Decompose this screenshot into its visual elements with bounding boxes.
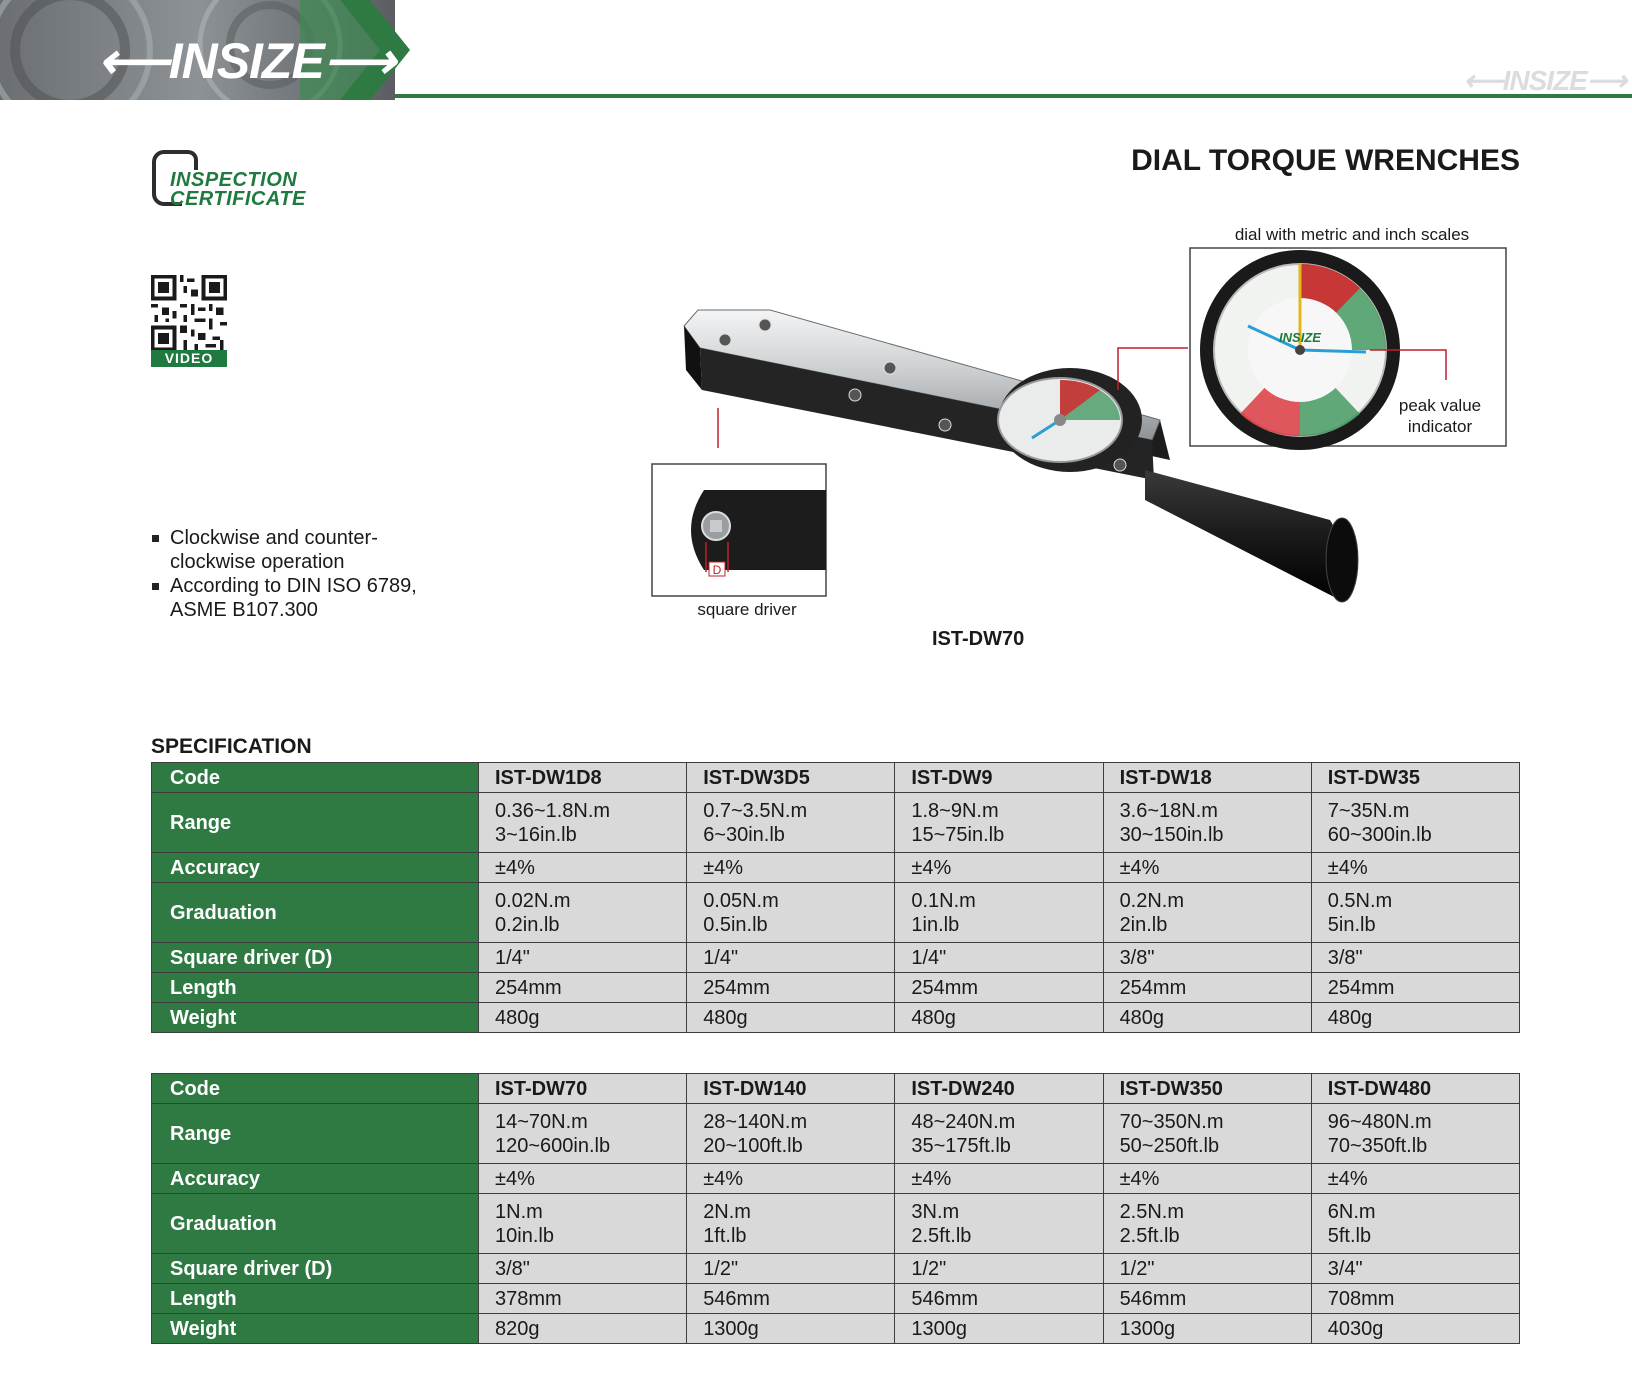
- table-cell: 28~140N.m 20~100ft.lb: [687, 1104, 895, 1164]
- row-label: Weight: [152, 1314, 479, 1344]
- qr-video-label: VIDEO: [151, 350, 227, 367]
- table-cell: 1300g: [1103, 1314, 1311, 1344]
- table-row: [152, 1104, 1520, 1164]
- table-cell: 254mm: [687, 973, 895, 1003]
- table-row: [152, 853, 1520, 883]
- table-row: [152, 1284, 1520, 1314]
- table-cell: 0.7~3.5N.m 6~30in.lb: [687, 793, 895, 853]
- table-cell: 1/4": [479, 943, 687, 973]
- table-cell: 2N.m 1ft.lb: [687, 1194, 895, 1254]
- table-cell: 0.1N.m 1in.lb: [895, 883, 1103, 943]
- table-cell: ±4%: [895, 853, 1103, 883]
- row-label: Range: [152, 793, 479, 853]
- brand-logo-watermark: ⟵INSIZE⟶: [1463, 65, 1626, 96]
- feature-item: According to DIN ISO 6789, ASME B107.300: [152, 574, 452, 622]
- table-cell: IST-DW350: [1103, 1074, 1311, 1104]
- table-cell: 7~35N.m 60~300in.lb: [1311, 793, 1519, 853]
- table-cell: ±4%: [1311, 853, 1519, 883]
- table-cell: 1/4": [687, 943, 895, 973]
- table-cell: 1/2": [1103, 1254, 1311, 1284]
- table-row: [152, 1164, 1520, 1194]
- table-cell: 820g: [479, 1314, 687, 1344]
- table-cell: 14~70N.m 120~600in.lb: [479, 1104, 687, 1164]
- table-row: [152, 793, 1520, 853]
- table-cell: 1300g: [895, 1314, 1103, 1344]
- square-driver-mark: D: [712, 563, 722, 577]
- row-label: Length: [152, 1284, 479, 1314]
- inspection-certificate-badge: [152, 150, 342, 210]
- table-cell: IST-DW35: [1311, 763, 1519, 793]
- table-cell: 480g: [1311, 1003, 1519, 1033]
- table-cell: 3/8": [479, 1254, 687, 1284]
- table-cell: 1.8~9N.m 15~75in.lb: [895, 793, 1103, 853]
- spec-table: [151, 1073, 1520, 1344]
- table-cell: 0.05N.m 0.5in.lb: [687, 883, 895, 943]
- row-label: Square driver (D): [152, 943, 479, 973]
- feature-item: Clockwise and counter-clockwise operation: [152, 526, 452, 574]
- table-row: [152, 763, 1520, 793]
- table-cell: 2.5N.m 2.5ft.lb: [1103, 1194, 1311, 1254]
- table-cell: ±4%: [895, 1164, 1103, 1194]
- table-row: [152, 1074, 1520, 1104]
- table-cell: 3/8": [1311, 943, 1519, 973]
- table-row: [152, 1254, 1520, 1284]
- table-cell: 1/4": [895, 943, 1103, 973]
- table-cell: 480g: [479, 1003, 687, 1033]
- table-cell: IST-DW9: [895, 763, 1103, 793]
- table-cell: ±4%: [1103, 853, 1311, 883]
- row-label: Square driver (D): [152, 1254, 479, 1284]
- row-label: Graduation: [152, 883, 479, 943]
- row-label: Accuracy: [152, 1164, 479, 1194]
- table-row: [152, 883, 1520, 943]
- peak-value-callout: peak value indicator: [1398, 396, 1482, 436]
- table-cell: 708mm: [1311, 1284, 1519, 1314]
- row-label: Code: [152, 1074, 479, 1104]
- table-cell: 1N.m 10in.lb: [479, 1194, 687, 1254]
- page-title: DIAL TORQUE WRENCHES: [1131, 144, 1520, 177]
- row-label: Weight: [152, 1003, 479, 1033]
- spec-heading: SPECIFICATION: [151, 735, 312, 758]
- table-cell: 0.36~1.8N.m 3~16in.lb: [479, 793, 687, 853]
- table-cell: 254mm: [479, 973, 687, 1003]
- table-cell: 6N.m 5ft.lb: [1311, 1194, 1519, 1254]
- torque-wrench-illustration: [640, 230, 1520, 650]
- dial-callout: dial with metric and inch scales: [1234, 225, 1470, 244]
- brand-logo: ⟵INSIZE⟶: [98, 33, 395, 89]
- table-cell: IST-DW1D8: [479, 763, 687, 793]
- table-cell: IST-DW3D5: [687, 763, 895, 793]
- table-cell: ±4%: [1311, 1164, 1519, 1194]
- product-model: IST-DW70: [932, 628, 1025, 650]
- row-label: Graduation: [152, 1194, 479, 1254]
- table-cell: IST-DW18: [1103, 763, 1311, 793]
- table-cell: 480g: [687, 1003, 895, 1033]
- row-label: Accuracy: [152, 853, 479, 883]
- table-cell: 480g: [895, 1003, 1103, 1033]
- table-cell: 48~240N.m 35~175ft.lb: [895, 1104, 1103, 1164]
- table-cell: ±4%: [1103, 1164, 1311, 1194]
- table-cell: 254mm: [1103, 973, 1311, 1003]
- table-cell: 3.6~18N.m 30~150in.lb: [1103, 793, 1311, 853]
- table-row: [152, 943, 1520, 973]
- table-row: [152, 973, 1520, 1003]
- table-cell: ±4%: [479, 1164, 687, 1194]
- qr-code-icon: [151, 275, 227, 351]
- table-cell: 1300g: [687, 1314, 895, 1344]
- table-cell: 254mm: [1311, 973, 1519, 1003]
- table-cell: 3N.m 2.5ft.lb: [895, 1194, 1103, 1254]
- row-label: Code: [152, 763, 479, 793]
- table-cell: ±4%: [687, 1164, 895, 1194]
- table-cell: IST-DW240: [895, 1074, 1103, 1104]
- table-cell: ±4%: [479, 853, 687, 883]
- inspection-line1: INSPECTION: [170, 169, 298, 191]
- inspection-line2: CERTIFICATE: [170, 188, 306, 210]
- row-label: Range: [152, 1104, 479, 1164]
- table-cell: 0.5N.m 5in.lb: [1311, 883, 1519, 943]
- table-cell: IST-DW480: [1311, 1074, 1519, 1104]
- table-cell: 546mm: [895, 1284, 1103, 1314]
- table-row: [152, 1314, 1520, 1344]
- table-cell: 1/2": [687, 1254, 895, 1284]
- table-cell: 378mm: [479, 1284, 687, 1314]
- svg-text:INSIZE: INSIZE: [1279, 330, 1321, 345]
- table-cell: IST-DW140: [687, 1074, 895, 1104]
- row-label: Length: [152, 973, 479, 1003]
- table-cell: 254mm: [895, 973, 1103, 1003]
- table-row: [152, 1194, 1520, 1254]
- table-cell: 3/4": [1311, 1254, 1519, 1284]
- table-cell: 70~350N.m 50~250ft.lb: [1103, 1104, 1311, 1164]
- header-banner: [0, 0, 1632, 100]
- table-cell: 96~480N.m 70~350ft.lb: [1311, 1104, 1519, 1164]
- square-driver-callout: square driver: [697, 600, 797, 619]
- feature-list: [152, 526, 452, 622]
- spec-table: [151, 762, 1520, 1033]
- table-cell: 480g: [1103, 1003, 1311, 1033]
- table-cell: 4030g: [1311, 1314, 1519, 1344]
- table-cell: ±4%: [687, 853, 895, 883]
- table-cell: IST-DW70: [479, 1074, 687, 1104]
- table-cell: 546mm: [687, 1284, 895, 1314]
- table-cell: 0.02N.m 0.2in.lb: [479, 883, 687, 943]
- table-cell: 3/8": [1103, 943, 1311, 973]
- table-cell: 1/2": [895, 1254, 1103, 1284]
- table-row: [152, 1003, 1520, 1033]
- table-cell: 0.2N.m 2in.lb: [1103, 883, 1311, 943]
- video-qr[interactable]: [151, 275, 227, 367]
- table-cell: 546mm: [1103, 1284, 1311, 1314]
